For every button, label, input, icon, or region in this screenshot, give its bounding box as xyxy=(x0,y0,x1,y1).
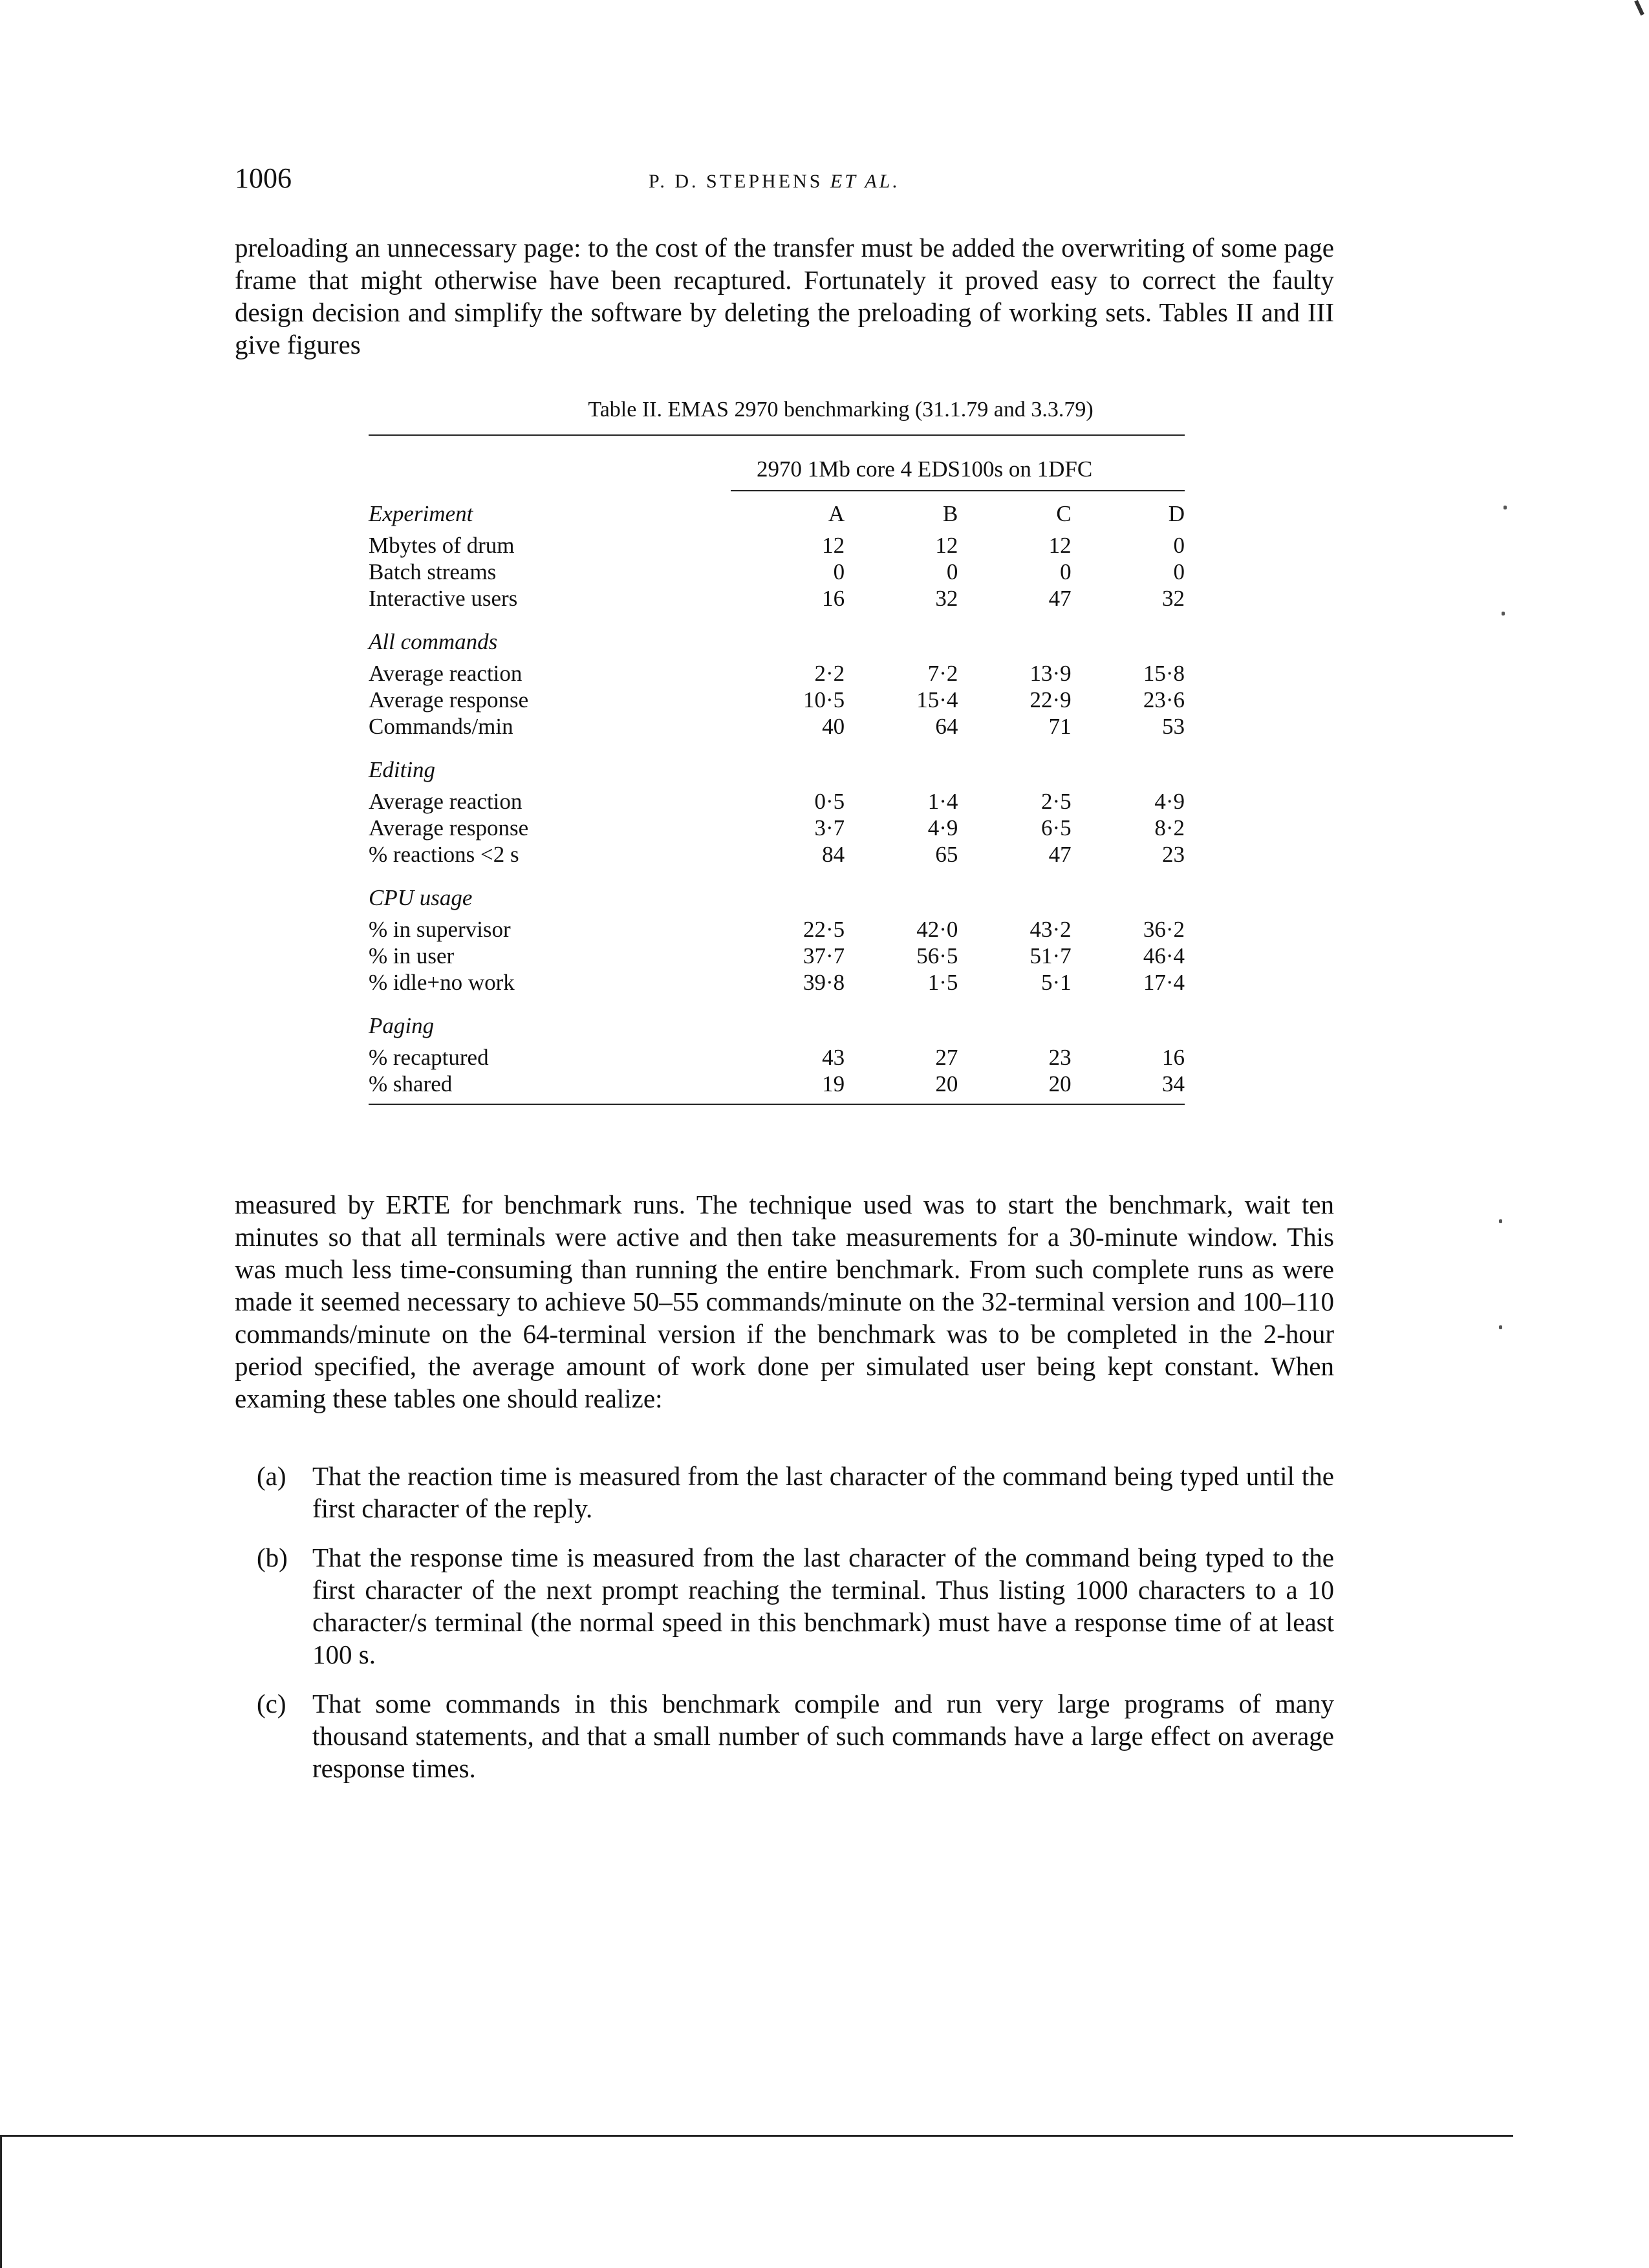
list-text: That some commands in this benchmark compile and run very large programs of many thousand statements, and that a small number of such commands have a large effect on average response times. xyxy=(312,1689,1334,1783)
table-row xyxy=(369,815,1185,841)
table-cell: 22·9 xyxy=(1029,687,1072,712)
table-cell: 7·2 xyxy=(927,661,958,686)
table-cell: 64 xyxy=(935,714,958,739)
section-title: Experiment xyxy=(369,501,473,526)
scan-speck xyxy=(1499,1219,1502,1223)
row-label: Mbytes of drum xyxy=(369,533,515,558)
spanner-rule xyxy=(731,490,1185,491)
row-label: Average response xyxy=(369,815,529,840)
table-cell: 10·5 xyxy=(803,687,845,712)
table-cell: 36·2 xyxy=(1143,917,1185,942)
table-cell: 32 xyxy=(1162,586,1185,611)
table-cell: 20 xyxy=(935,1071,958,1097)
benchmark-table xyxy=(369,434,1185,1105)
table-cell: 17·4 xyxy=(1143,970,1185,995)
table-spanner xyxy=(369,436,1185,491)
table-cell: 0 xyxy=(1173,559,1185,584)
scan-speck xyxy=(1499,1325,1502,1329)
paragraph-1: preloading an unnecessary page: to the cost of the transfer must be added the overwriting of some page frame that might otherwise have been recaptured. Fortunately it proved easy to correct the faulty design decision and simplify the software by deleting the preloading of working sets. Tables II and III give figures xyxy=(235,233,1334,359)
empty-cell xyxy=(845,996,958,1044)
table-cell: 39·8 xyxy=(803,970,845,995)
paragraph-2: measured by ERTE for benchmark runs. The technique used was to start the benchmark, wait ten minutes so that all terminals were active and then take measurements for a 30-minute window. This was much less time-consuming than running the entire benchmark. From such complete runs as were made it seemed necessary to achieve 50–55 commands/minute on the 32-terminal version and 100–110 commands/minute on the 64-terminal version if the benchmark was to be completed in the 2-hour period specified, the average amount of work done per simulated user being kept constant. When examing these tables one should realize: xyxy=(235,1190,1334,1413)
table-cell: 23·6 xyxy=(1143,687,1185,712)
page-header xyxy=(235,162,1334,200)
column-header: A xyxy=(828,501,845,526)
running-head-etal: ET AL. xyxy=(830,171,900,192)
table-section-header xyxy=(369,491,1185,532)
table-section-header xyxy=(369,740,1185,788)
table-cell: 13·9 xyxy=(1029,661,1072,686)
realization-list xyxy=(235,1460,1334,1801)
list-text: That the reaction time is measured from the last character of the command being typed until the first character of the reply. xyxy=(312,1461,1334,1523)
scan-mark xyxy=(1634,0,1644,16)
row-label: Average reaction xyxy=(369,661,523,686)
column-header: C xyxy=(1056,501,1072,526)
table-row xyxy=(369,1044,1185,1071)
table-row xyxy=(369,943,1185,969)
list-item xyxy=(235,1460,1334,1524)
table-cell: 1·5 xyxy=(927,970,958,995)
table-cell: 15·8 xyxy=(1143,661,1185,686)
table-row xyxy=(369,559,1185,585)
table-bottom-rule xyxy=(369,1104,1185,1105)
row-label: % in supervisor xyxy=(369,917,511,942)
empty-cell xyxy=(845,612,958,660)
empty-cell xyxy=(958,868,1071,916)
row-label: Interactive users xyxy=(369,586,518,611)
section-title: Editing xyxy=(369,757,436,782)
page-number: 1006 xyxy=(235,162,292,194)
table-cell: 4·9 xyxy=(927,815,958,840)
table-cell: 16 xyxy=(1162,1045,1185,1070)
table-cell: 20 xyxy=(1048,1071,1072,1097)
table-row xyxy=(369,585,1185,612)
spanner-heading: 2970 1Mb core 4 EDS100s on 1DFC xyxy=(757,456,1093,482)
table-cell: 40 xyxy=(822,714,845,739)
table-cell: 42·0 xyxy=(916,917,958,942)
table-section-header xyxy=(369,868,1185,916)
list-marker: (a) xyxy=(257,1461,286,1491)
table-cell: 5·1 xyxy=(1041,970,1072,995)
empty-cell xyxy=(731,612,845,660)
table-cell: 27 xyxy=(935,1045,958,1070)
section-title: Paging xyxy=(369,1013,435,1038)
table-cell: 12 xyxy=(822,533,845,558)
table-cell: 8·2 xyxy=(1154,815,1185,840)
empty-cell xyxy=(845,868,958,916)
table-row xyxy=(369,532,1185,559)
section-title: CPU usage xyxy=(369,885,473,910)
table-cell: 37·7 xyxy=(803,943,845,968)
empty-cell xyxy=(1072,868,1185,916)
table-cell: 19 xyxy=(822,1071,845,1097)
column-header: B xyxy=(943,501,958,526)
table-cell: 2·2 xyxy=(814,661,845,686)
row-label: % recaptured xyxy=(369,1045,489,1070)
empty-cell xyxy=(958,740,1071,788)
table-cell: 46·4 xyxy=(1143,943,1185,968)
table-cell: 0 xyxy=(946,559,958,584)
table-cell: 3·7 xyxy=(814,815,845,840)
benchmark-table-body xyxy=(369,491,1185,1104)
table-row xyxy=(369,969,1185,996)
empty-cell xyxy=(845,740,958,788)
table-cell: 15·4 xyxy=(916,687,958,712)
table-cell: 84 xyxy=(822,842,845,867)
empty-cell xyxy=(731,868,845,916)
table-cell: 65 xyxy=(935,842,958,867)
table-section-header xyxy=(369,612,1185,660)
list-item xyxy=(235,1687,1334,1784)
empty-cell xyxy=(1072,740,1185,788)
table-cell: 0 xyxy=(1173,533,1185,558)
list-text: That the response time is measured from the last character of the command being typed to the first character of the next prompt reaching the terminal. Thus listing 1000 characters to a 10 character/s terminal (the normal speed in this benchmark) must have a response time of at least 100 s. xyxy=(312,1543,1334,1669)
table-cell: 2·5 xyxy=(1041,789,1072,814)
table-cell: 23 xyxy=(1162,842,1185,867)
row-label: Average reaction xyxy=(369,789,523,814)
list-marker: (b) xyxy=(257,1543,288,1572)
table-cell: 12 xyxy=(935,533,958,558)
row-label: Average response xyxy=(369,687,529,712)
table-row xyxy=(369,916,1185,943)
table-cell: 12 xyxy=(1048,533,1072,558)
running-head-authors: P. D. STEPHENS xyxy=(649,171,830,192)
table-cell: 43·2 xyxy=(1029,917,1072,942)
table-cell: 71 xyxy=(1048,714,1072,739)
table-row xyxy=(369,841,1185,868)
row-label: % in user xyxy=(369,943,455,968)
table-cell: 0·5 xyxy=(814,789,845,814)
row-label: % shared xyxy=(369,1071,453,1097)
scan-speck xyxy=(1502,612,1505,615)
empty-cell xyxy=(731,740,845,788)
table-cell: 32 xyxy=(935,586,958,611)
table-cell: 0 xyxy=(833,559,845,584)
table-cell: 0 xyxy=(1060,559,1072,584)
table-cell: 16 xyxy=(822,586,845,611)
empty-cell xyxy=(1072,612,1185,660)
table-cell: 1·4 xyxy=(927,789,958,814)
page-bottom-rule xyxy=(0,2135,1513,2137)
table-section-header xyxy=(369,996,1185,1044)
running-head xyxy=(649,171,900,193)
table-row xyxy=(369,660,1185,687)
list-item xyxy=(235,1541,1334,1671)
table-cell: 51·7 xyxy=(1029,943,1072,968)
page-left-edge xyxy=(0,2135,2,2268)
table-cell: 56·5 xyxy=(916,943,958,968)
empty-cell xyxy=(1072,996,1185,1044)
scan-speck xyxy=(1503,506,1507,509)
empty-cell xyxy=(731,996,845,1044)
row-label: Batch streams xyxy=(369,559,497,584)
row-label: % reactions <2 s xyxy=(369,842,519,867)
row-label: % idle+no work xyxy=(369,970,515,995)
table-cell: 22·5 xyxy=(803,917,845,942)
table-cell: 47 xyxy=(1048,842,1072,867)
empty-cell xyxy=(958,996,1071,1044)
table-row xyxy=(369,687,1185,713)
table-cell: 6·5 xyxy=(1041,815,1072,840)
table-cell: 23 xyxy=(1048,1045,1072,1070)
section-title: All commands xyxy=(369,629,498,654)
table-row xyxy=(369,788,1185,815)
row-label: Commands/min xyxy=(369,714,513,739)
table-cell: 47 xyxy=(1048,586,1072,611)
table-cell: 34 xyxy=(1162,1071,1185,1097)
table-cell: 43 xyxy=(822,1045,845,1070)
list-marker: (c) xyxy=(257,1689,286,1718)
table-cell: 53 xyxy=(1162,714,1185,739)
empty-cell xyxy=(958,612,1071,660)
table-row xyxy=(369,713,1185,740)
table-row xyxy=(369,1071,1185,1104)
table-caption: Table II. EMAS 2970 benchmarking (31.1.79 and 3.3.79) xyxy=(588,398,1094,422)
column-header: D xyxy=(1168,501,1185,526)
table-cell: 4·9 xyxy=(1154,789,1185,814)
